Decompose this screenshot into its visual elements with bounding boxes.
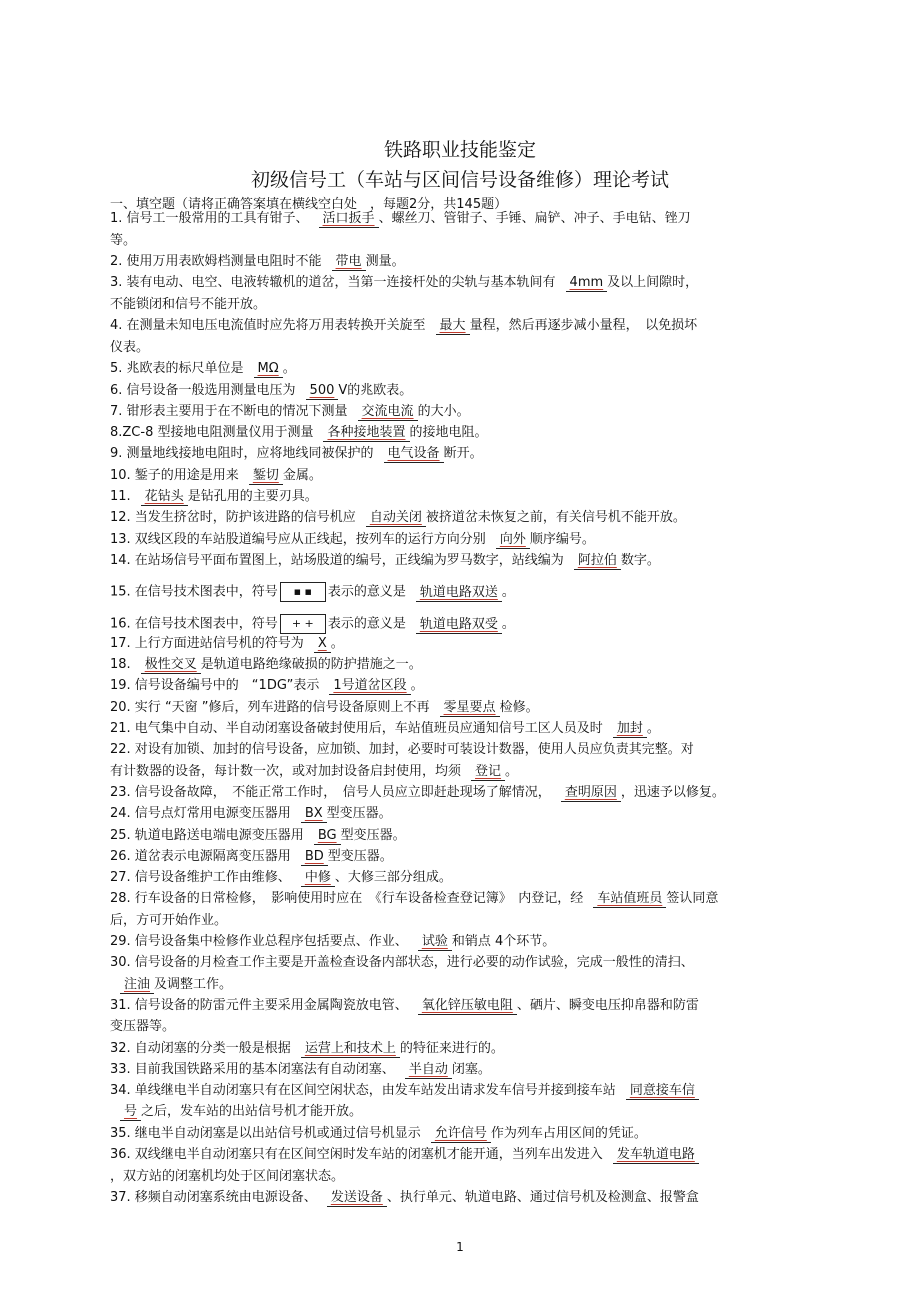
question-text: 检修。 <box>499 700 539 715</box>
question-text: 表示的意义是 <box>327 616 406 632</box>
question-line <box>110 997 699 1015</box>
question-text: 33. 目前我国铁路采用的基本闭塞法有自动闭塞、 <box>110 1062 395 1077</box>
answer-blank: 登记 <box>471 763 505 781</box>
question-text: 14. 在站场信号平面布置图上，站场股道的编号，正线编为罗马数字，站线编为 <box>110 553 564 568</box>
question-line <box>110 445 483 463</box>
question-line <box>110 296 266 313</box>
answer-blank: 錾切 <box>249 467 283 485</box>
question-text: 18. <box>110 657 131 672</box>
question-text: 的特征来进行的。 <box>399 1041 504 1056</box>
question-text: ，双方站的闭塞机均处于区间闭塞状态。 <box>110 1169 345 1184</box>
question-text: ，迅速予以修复。 <box>620 785 725 800</box>
question-text: 5. 兆欧表的标尺单位是 <box>110 361 244 376</box>
question-text: 27. 信号设备维护工作由维修、 <box>110 870 291 885</box>
question-text: 19. 信号设备编号中的 “1DG”表示 <box>110 678 320 693</box>
question-text: 表示的意义是 <box>327 584 406 600</box>
answer-blank: 阿拉伯 <box>574 552 621 570</box>
answer-blank: 运营上和技术上 <box>301 1040 400 1058</box>
answer-blank: 轨道电路双受 <box>416 616 502 634</box>
question-line <box>110 582 515 602</box>
question-text: 34. 单线继电半自动闭塞只有在区间空闲状态，由发车站发出请求发车信号并接到接车站 <box>110 1083 616 1098</box>
question-text: 测量。 <box>365 254 405 269</box>
question-text: 被挤道岔未恢复之前，有关信号机不能开放。 <box>425 510 686 525</box>
question-line <box>110 1082 699 1100</box>
question-line <box>110 274 698 292</box>
answer-blank: 交流电流 <box>358 403 418 421</box>
question-text: 20. 实行 “天窗 ”修后，列车进路的信号设备原则上不再 <box>110 700 430 715</box>
question-text: 型变压器。 <box>340 828 406 843</box>
answer-blank: 1号道岔区段 <box>329 677 410 695</box>
question-text: 9. 测量地线接地电阻时，应将地线同被保护的 <box>110 446 374 461</box>
question-text: 闭塞。 <box>451 1062 491 1077</box>
question-text: 、螺丝刀、管钳子、手锤、扁铲、冲子、手电钻、锉刀 <box>378 211 691 226</box>
answer-blank: 注油 <box>120 976 154 994</box>
question-line <box>110 699 539 717</box>
question-text: 及以上间隙时， <box>607 275 699 290</box>
question-text: 6. 信号设备一般选用测量电压为 <box>110 383 296 398</box>
question-text: 仪表。 <box>110 340 150 355</box>
question-line <box>110 403 470 421</box>
answer-blank: 加封 <box>613 720 647 738</box>
question-line <box>110 827 406 845</box>
question-text: 。 <box>505 764 519 779</box>
question-text: 37. 移频自动闭塞系统由电源设备、 <box>110 1190 317 1205</box>
question-line <box>110 488 318 506</box>
question-text: 。 <box>330 636 344 651</box>
question-text: 断开。 <box>443 446 483 461</box>
question-line <box>110 976 232 994</box>
question-text: 及调整工作。 <box>154 977 233 992</box>
answer-blank: 4mm <box>566 274 608 292</box>
question-text: 26. 道岔表示电源隔离变压器用 <box>110 849 291 864</box>
question-line <box>110 1040 504 1058</box>
question-line <box>110 614 515 634</box>
question-line <box>110 912 227 929</box>
question-text: 25. 轨道电路送电端电源变压器用 <box>110 828 304 843</box>
question-line <box>110 317 697 335</box>
question-text: 17. 上行方面进站信号机的符号为 <box>110 636 304 651</box>
question-line <box>110 784 725 802</box>
question-text: 23. 信号设备故障， 不能正常工作时， 信号人员应立即赶赴现场了解情况， <box>110 785 551 800</box>
answer-blank: 500 <box>306 382 339 400</box>
answer-blank: 向外 <box>496 531 530 549</box>
question-line <box>110 1018 175 1035</box>
question-line <box>110 1146 699 1164</box>
question-line <box>110 763 518 781</box>
answer-blank: MΩ <box>254 360 283 378</box>
answer-blank: 中修 <box>301 869 335 887</box>
answer-blank: 查明原因 <box>561 784 621 802</box>
question-line <box>110 531 595 549</box>
answer-blank: 车站值班员 <box>593 890 666 908</box>
answer-blank: 同意接车信 <box>626 1082 699 1100</box>
question-text: 作为列车占用区间的凭证。 <box>490 1126 647 1141</box>
page-number: 1 <box>456 1240 464 1254</box>
question-text: 7. 钳形表主要用于在不断电的情况下测量 <box>110 404 348 419</box>
question-text: 。 <box>646 721 660 736</box>
question-text: 签认同意 <box>666 891 719 906</box>
answer-blank: 半自动 <box>405 1061 452 1079</box>
question-line <box>110 890 718 908</box>
answer-blank: 带电 <box>332 253 366 271</box>
question-line <box>110 933 555 951</box>
question-line <box>110 1103 362 1121</box>
question-text: 1. 信号工一般常用的工具有钳子、 <box>110 211 309 226</box>
question-text: 13. 双线区段的车站股道编号应从正线起，按列车的运行方向分别 <box>110 532 486 547</box>
answer-blank: 轨道电路双送 <box>416 584 502 602</box>
question-text: 和销点 4个环节。 <box>451 934 556 949</box>
answer-blank: 氧化锌压敏电阻 <box>418 997 517 1015</box>
question-text: 。 <box>501 584 515 600</box>
question-line <box>110 720 660 738</box>
question-text: 29. 信号设备集中检修作业总程序包括要点、作业、 <box>110 934 408 949</box>
question-line <box>110 552 660 570</box>
question-line <box>110 509 686 527</box>
answer-blank: 允许信号 <box>431 1125 491 1143</box>
question-line <box>110 677 424 695</box>
question-text: 31. 信号设备的防雷元件主要采用金属陶瓷放电管、 <box>110 998 408 1013</box>
question-text: 4. 在测量未知电压电流值时应先将万用表转换开关旋至 <box>110 318 426 333</box>
section-heading: 一、填空题（请将正确答案填在横线空白处 ，每题2分，共145题） <box>110 197 508 212</box>
question-text: 3. 装有电动、电空、电液转辙机的道岔，当第一连接杆处的尖轨与基本轨间有 <box>110 275 556 290</box>
question-text: 型变压器。 <box>327 849 393 864</box>
answer-blank: 发送设备 <box>327 1189 387 1207</box>
answer-blank: BX <box>301 805 327 823</box>
question-text: 21. 电气集中自动、半自动闭塞设备破封使用后，车站值班员应通知信号工区人员及时 <box>110 721 603 736</box>
question-line <box>110 467 322 485</box>
question-text: 后，方可开始作业。 <box>110 913 228 928</box>
question-line <box>110 805 392 823</box>
question-line <box>110 656 422 674</box>
question-text: 不能锁闭和信号不能开放。 <box>110 297 267 312</box>
question-text: 22. 对设有加锁、加封的信号设备，应加锁、加封，必要时可装设计数器，使用人员应负责其完整。对 <box>110 742 694 757</box>
answer-blank: 最大 <box>436 317 470 335</box>
question-text: 15. 在信号技术图表中，符号 <box>110 584 278 600</box>
question-text: 有计数器的设备，每计数一次，或对加封设备启封使用，均须 <box>110 764 462 779</box>
question-text: 16. 在信号技术图表中，符号 <box>110 616 278 632</box>
answer-blank: 零星要点 <box>440 699 500 717</box>
question-text: 11. <box>110 489 131 504</box>
question-line <box>110 869 452 887</box>
question-line <box>110 424 488 442</box>
question-text: 。 <box>501 616 515 632</box>
question-line <box>110 1189 699 1207</box>
question-text: 变压器等。 <box>110 1019 176 1034</box>
answer-blank: BG <box>314 827 341 845</box>
question-text: 35. 继电半自动闭塞是以出站信号机或通过信号机显示 <box>110 1126 421 1141</box>
answer-blank: 花钻头 <box>141 488 188 506</box>
question-text: 的大小。 <box>417 404 470 419</box>
answer-blank: 活口扳手 <box>319 210 379 228</box>
question-text: 10. 錾子的用途是用来 <box>110 468 239 483</box>
question-line <box>110 954 694 971</box>
question-text: 等。 <box>110 233 137 248</box>
question-text: 2. 使用万用表欧姆档测量电阻时不能 <box>110 254 322 269</box>
question-text: 、执行单元、轨道电路、通过信号机及检测盒、报警盒 <box>386 1190 699 1205</box>
question-text: 是钻孔用的主要刃具。 <box>187 489 318 504</box>
question-line <box>110 210 691 228</box>
answer-blank: 试验 <box>418 933 452 951</box>
question-text: 顺序编号。 <box>529 532 595 547</box>
question-text: 。 <box>282 361 296 376</box>
question-text: 是轨道电路绝缘破损的防护措施之一。 <box>200 657 422 672</box>
question-line <box>110 382 412 400</box>
question-line <box>110 253 405 271</box>
question-text: 的接地电阻。 <box>409 425 488 440</box>
question-text: 之后，发车站的出站信号机才能开放。 <box>141 1104 363 1119</box>
question-text: 量程，然后再逐步减小量程， 以免损坏 <box>469 318 698 333</box>
question-text: V的兆欧表。 <box>338 383 413 398</box>
answer-blank: 发车轨道电路 <box>613 1146 699 1164</box>
question-text: 、硒片、瞬变电压抑帛器和防雷 <box>516 998 699 1013</box>
question-line <box>110 1125 647 1143</box>
question-text: 、大修三部分组成。 <box>334 870 452 885</box>
question-line <box>110 1061 491 1079</box>
document-title: 铁路职业技能鉴定 <box>383 139 536 161</box>
question-text: 24. 信号点灯常用电源变压器用 <box>110 806 291 821</box>
answer-blank: BD <box>301 848 328 866</box>
question-line <box>110 339 149 356</box>
question-line <box>110 1168 344 1185</box>
track-circuit-symbol: ▪ ▪ <box>280 582 326 602</box>
answer-blank: 电气设备 <box>384 445 444 463</box>
question-text: 。 <box>410 678 424 693</box>
track-circuit-symbol: + + <box>280 614 326 634</box>
question-text: 28. 行车设备的日常检修， 影响使用时应在 《行车设备检查登记簿》 内登记，经 <box>110 891 584 906</box>
question-text: 32. 自动闭塞的分类一般是根据 <box>110 1041 291 1056</box>
question-text: 12. 当发生挤岔时，防护该进路的信号机应 <box>110 510 356 525</box>
question-text: 36. 双线继电半自动闭塞只有在区间空闲时发车站的闭塞机才能开通，当列车出发进入 <box>110 1147 603 1162</box>
answer-blank: 各种接地装置 <box>323 424 409 442</box>
question-line <box>110 741 694 758</box>
question-text: 8.ZC-8 型接地电阻测量仪用于测量 <box>110 425 314 440</box>
question-text: 金属。 <box>282 468 322 483</box>
answer-blank: 号 <box>120 1103 141 1121</box>
question-text: 型变压器。 <box>326 806 392 821</box>
question-text: 30. 信号设备的月检查工作主要是开盖检查设备内部状态，进行必要的动作试验，完成一般性的清扫、 <box>110 955 694 970</box>
question-line <box>110 635 344 653</box>
answer-blank: 自动关闭 <box>366 509 426 527</box>
answer-blank: 极性交叉 <box>141 656 201 674</box>
question-line <box>110 848 393 866</box>
exam-title: 初级信号工（车站与区间信号设备维修）理论考试 <box>250 169 669 191</box>
question-line <box>110 232 136 249</box>
answer-blank: X <box>314 635 331 653</box>
question-text: 数字。 <box>620 553 660 568</box>
question-line <box>110 360 296 378</box>
